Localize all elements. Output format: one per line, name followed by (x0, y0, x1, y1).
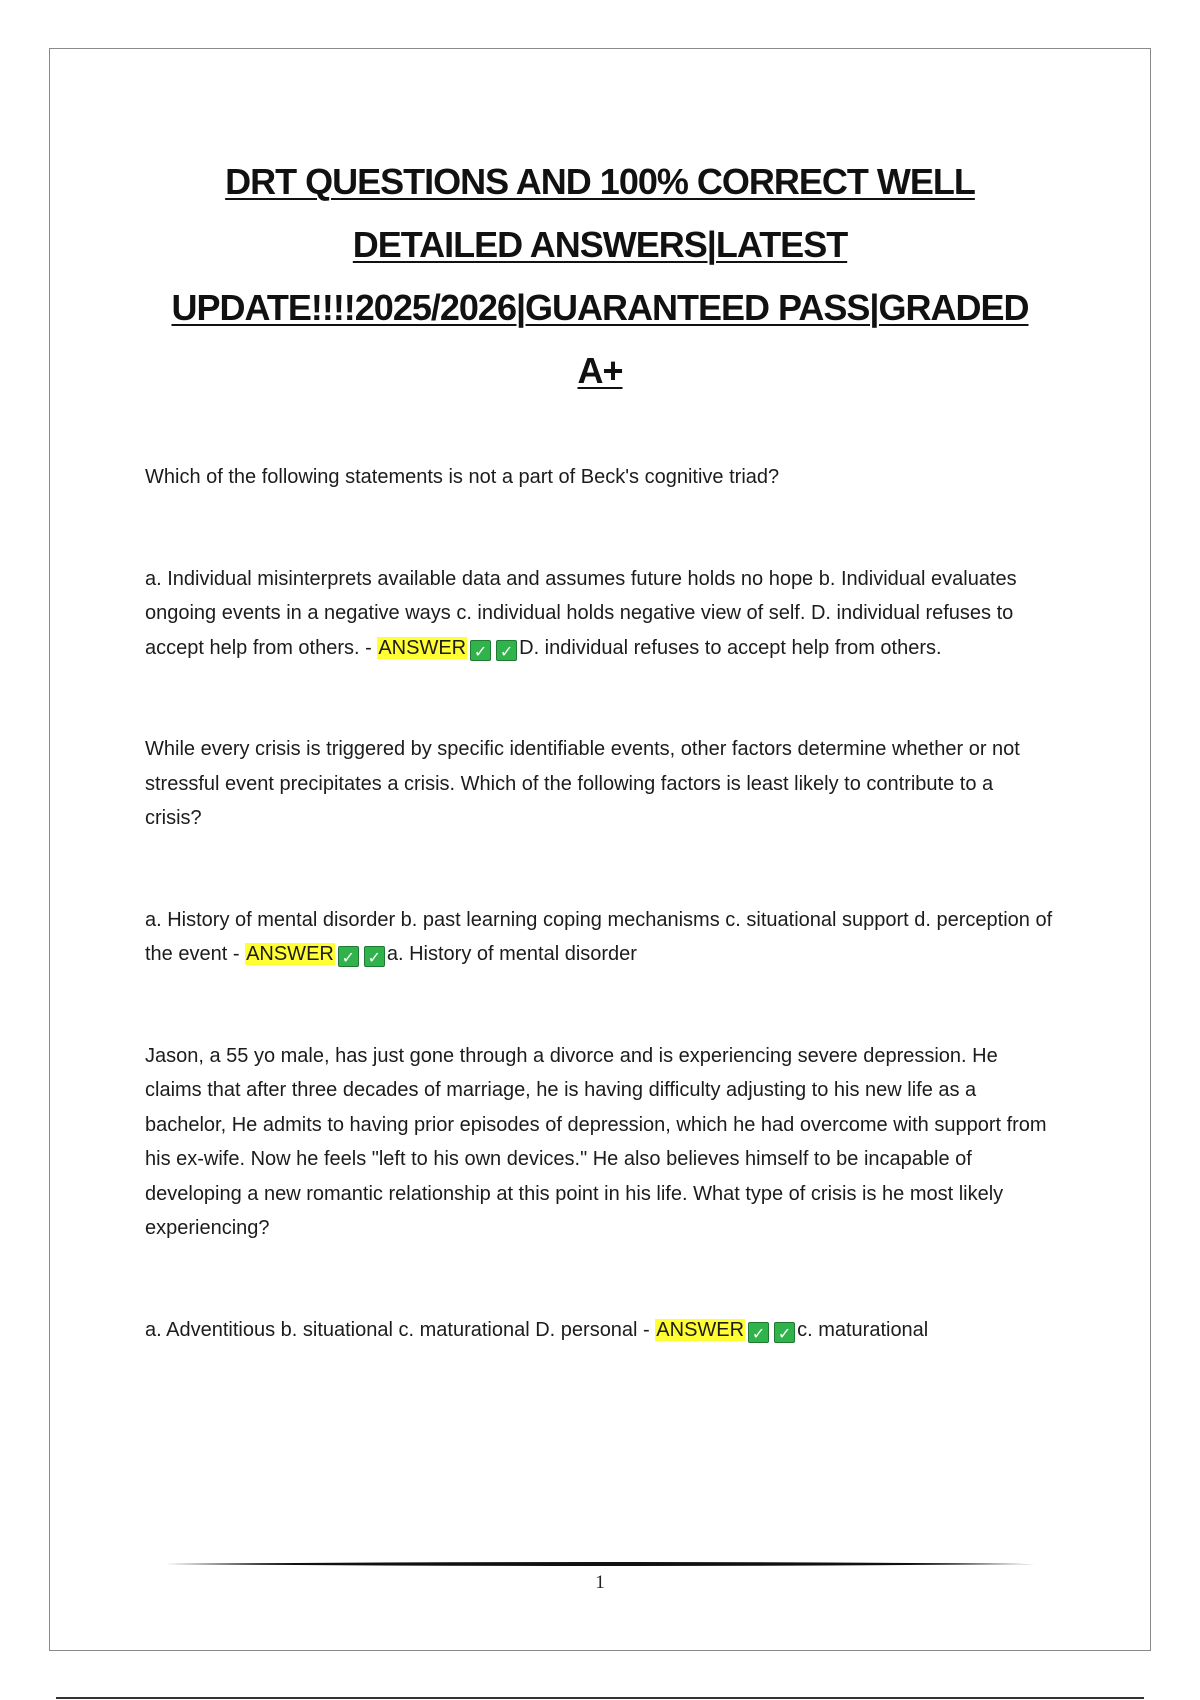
question-2: While every crisis is triggered by specific identifiable events, other factors determine whether or not stressful event precipitates a crisis. Which of the following factors is least likely to contribute to a crisis? (145, 738, 1020, 829)
check-mark-icon: ✓ (774, 1322, 795, 1343)
question-1: Which of the following statements is not a part of Beck's cognitive triad? (145, 466, 780, 488)
correct-answer-1: D. individual refuses to accept help from others. (519, 636, 942, 659)
answer-label: ANSWER (246, 943, 334, 965)
check-mark-icon: ✓ (364, 946, 385, 967)
footer-divider (165, 1561, 1035, 1567)
options-2: a. History of mental disorder b. past learning coping mechanisms c. situational support d. perception of the event - (145, 908, 1053, 965)
page-number: 1 (595, 1572, 605, 1593)
answer-block-2 (145, 903, 1055, 972)
answer-block-3 (145, 1313, 1055, 1348)
check-mark-icon: ✓ (748, 1322, 769, 1343)
correct-answer-3: c. maturational (797, 1318, 929, 1341)
answer-block-1 (145, 562, 1055, 666)
answer-label: ANSWER (378, 636, 467, 659)
qa-content (145, 460, 1055, 1347)
question-3: Jason, a 55 yo male, has just gone through a divorce and is experiencing severe depression. He claims that after three decades of marriage, he is having difficulty adjusting to his new life as a bachelor, He admits to having prior episodes of depression, which he had overcome with support from his ex-wife. Now he feels "left to his own devices." He also believes himself to be incapable of developing a new romantic relationship at this point in his life. What type of crisis is he most likely experiencing? (145, 1044, 1047, 1239)
document-title: DRT QUESTIONS AND 100% CORRECT WELL DETAILED ANSWERS|LATEST UPDATE!!!!2025/2026|GUARANTEED PASS|GRADED A+ (171, 161, 1029, 391)
check-mark-icon: ✓ (496, 640, 517, 661)
options-1: a. Individual misinterprets available data and assumes future holds no hope b. Individual evaluates ongoing events in a negative ways c. individual holds negative view of self. D. individual refuses to accept help from others. - (145, 567, 1017, 659)
bottom-edge-rule (56, 1697, 1144, 1699)
check-mark-icon: ✓ (470, 640, 491, 661)
check-mark-icon: ✓ (338, 946, 359, 967)
options-3: a. Adventitious b. situational c. maturational D. personal - (145, 1318, 656, 1341)
answer-label: ANSWER (656, 1318, 745, 1341)
correct-answer-2: a. History of mental disorder (386, 943, 637, 965)
